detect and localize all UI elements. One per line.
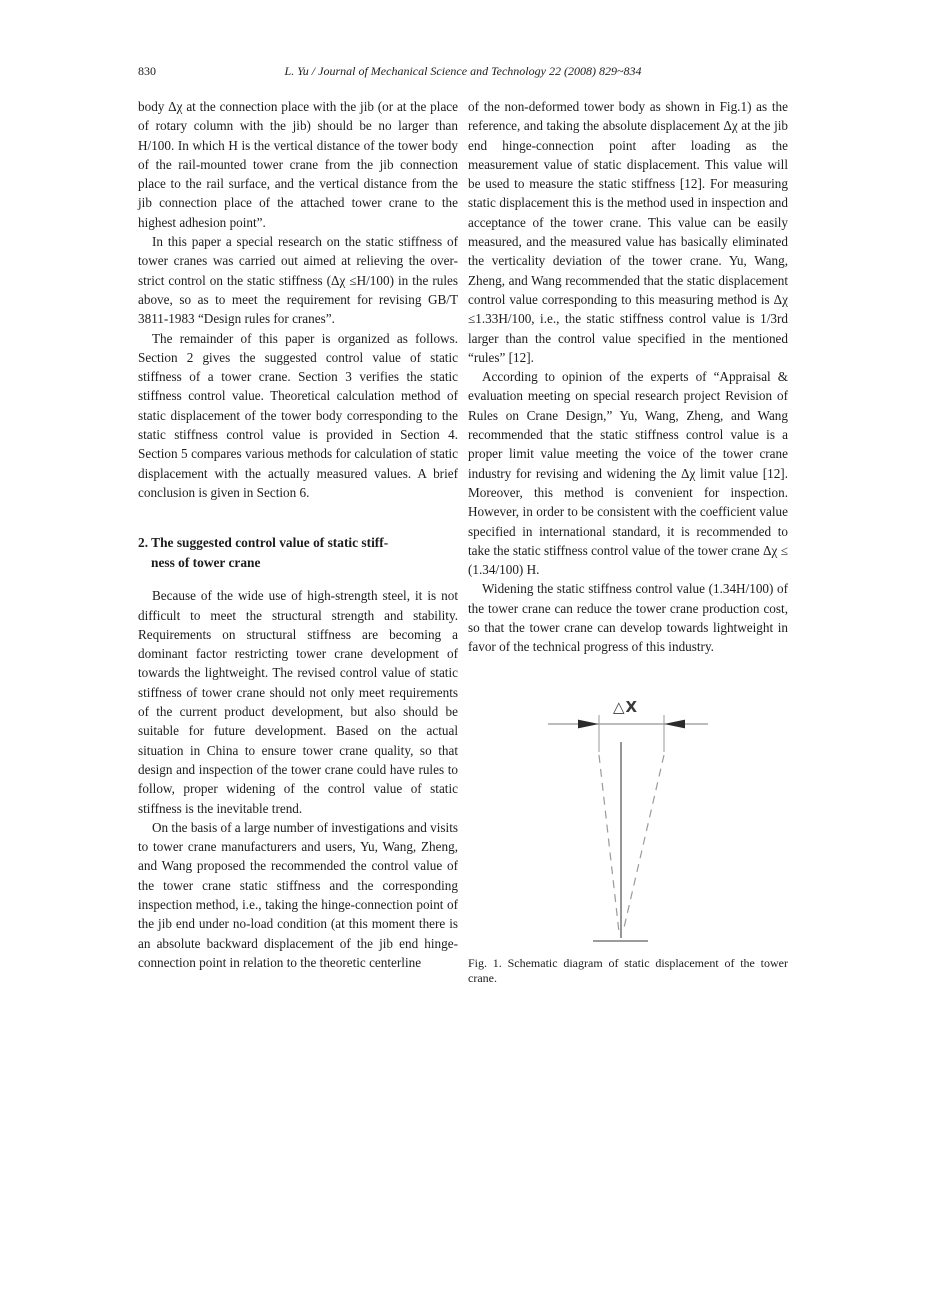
right-column bbox=[468, 97, 788, 987]
figure-1 bbox=[468, 691, 788, 987]
deflected-line-right bbox=[623, 755, 664, 932]
left-arrowhead-icon bbox=[578, 719, 599, 728]
deflected-line-left bbox=[599, 755, 619, 932]
section-2-heading bbox=[138, 533, 458, 573]
paragraph: Because of the wide use of high-strength steel, it is not difficult to meet the structural strength and stability. Requirements on structural stiffness are becoming a dominant factor restricting tower crane development of towards the lightweight. The revised control value of static stiffness of tower crane should not only meet requirements of the current product development, but also should be suitable for future development. Based on the actual situation in China to ensure tower crane quality, so that design and inspection of the tower crane could have rules to follow, proper widening of the control value of static stiffness is the inevitable trend. bbox=[138, 588, 458, 816]
delta-x-label: △X bbox=[613, 697, 639, 716]
section-heading-line2: ness of tower crane bbox=[151, 555, 261, 571]
paragraph: body Δχ at the connection place with the jib (or at the place of rotary column with the jib) should be no larger than H/100. In which H is the vertical distance of the tower body of the rail-mounted tower crane from the jib connection place to the rail surface, and the vertical distance from the jib connection place of the attached tower crane to the highest adhesion point”. bbox=[138, 99, 458, 230]
paragraph: On the basis of a large number of investigations and visits to tower crane manufacturers and users, Yu, Wang, Zheng, and Wang proposed the recommended the control value of the tower crane static stiffness and the corresponding inspection method, i.e., taking the hinge-connection point of the jib end under no-load condition (at this moment there is an absolute backward displacement of the jib end hinge-connection point in relation to the theoretic centerline bbox=[138, 819, 458, 970]
two-column-body bbox=[138, 97, 788, 987]
paragraph: of the non-deformed tower body as shown in Fig.1) as the reference, and taking the absolute displacement Δχ at the jib end hinge-connection point after loading as the measurement value of static displacement. This value will be used to measure the static stiffness [12]. For measuring static displacement this is the method used in inspection and acceptance of the tower crane. This value can be easily measured, and the measured value has basically eliminated the verticality deviation of the tower crane. Yu, Wang, Zheng, and Wang recommended that the static displacement control value corresponding to this measuring method is Δχ ≤1.33H/100, i.e., the static stiffness control value is 1/3rd larger than the control value specified in the mentioned “rules” [12]. bbox=[468, 99, 788, 365]
left-column bbox=[138, 97, 458, 987]
running-header bbox=[138, 64, 788, 82]
journal-header-line: L. Yu / Journal of Mechanical Science and Technology 22 (2008) 829~834 bbox=[284, 64, 642, 78]
page-number: 830 bbox=[138, 64, 156, 78]
paragraph: Widening the static stiffness control value (1.34H/100) of the tower crane can reduce the tower crane production cost, so that the tower crane can develop towards lightweight in favor of the technical progress of this industry. bbox=[468, 581, 788, 655]
figure-1-caption: Fig. 1. Schematic diagram of static displacement of the tower crane. bbox=[468, 955, 788, 986]
paragraph: According to opinion of the experts of “Appraisal & evaluation meeting on special research project Revision of Rules on Crane Design,” Yu, Wang, Zheng, and Wang recommended that the static stiffness control value is a proper limit value meeting the voice of the tower crane industry for revising and widening the Δχ limit value [12]. Moreover, this method is convenient for inspection. However, in order to be consistent with the coefficient value specified in international standard, it is recommended to take the static stiffness control value of the tower crane Δχ ≤ (1.34/100) H. bbox=[468, 369, 788, 578]
paragraph: The remainder of this paper is organized as follows. Section 2 gives the suggested control value of static stiffness of a tower crane. Section 3 verifies the static stiffness control value. Theoretical calculation method of static displacement of the tower body corresponding to the static stiffness control value is provided in Section 4. Section 5 compares various methods for calculation of static displacement with the actually measured values. A brief conclusion is given in Section 6. bbox=[138, 330, 458, 500]
section-heading-line1: 2. The suggested control value of static stiff- bbox=[138, 535, 389, 551]
figure-1-diagram bbox=[518, 691, 738, 946]
right-arrowhead-icon bbox=[664, 719, 685, 728]
paragraph: In this paper a special research on the static stiffness of tower cranes was carried out aimed at relieving the over-strict control on the static stiffness (Δχ ≤H/100) in the rules above, so as to meet the requirement for revising GB/T 3811-1983 “Design rules for cranes”. bbox=[138, 234, 458, 327]
